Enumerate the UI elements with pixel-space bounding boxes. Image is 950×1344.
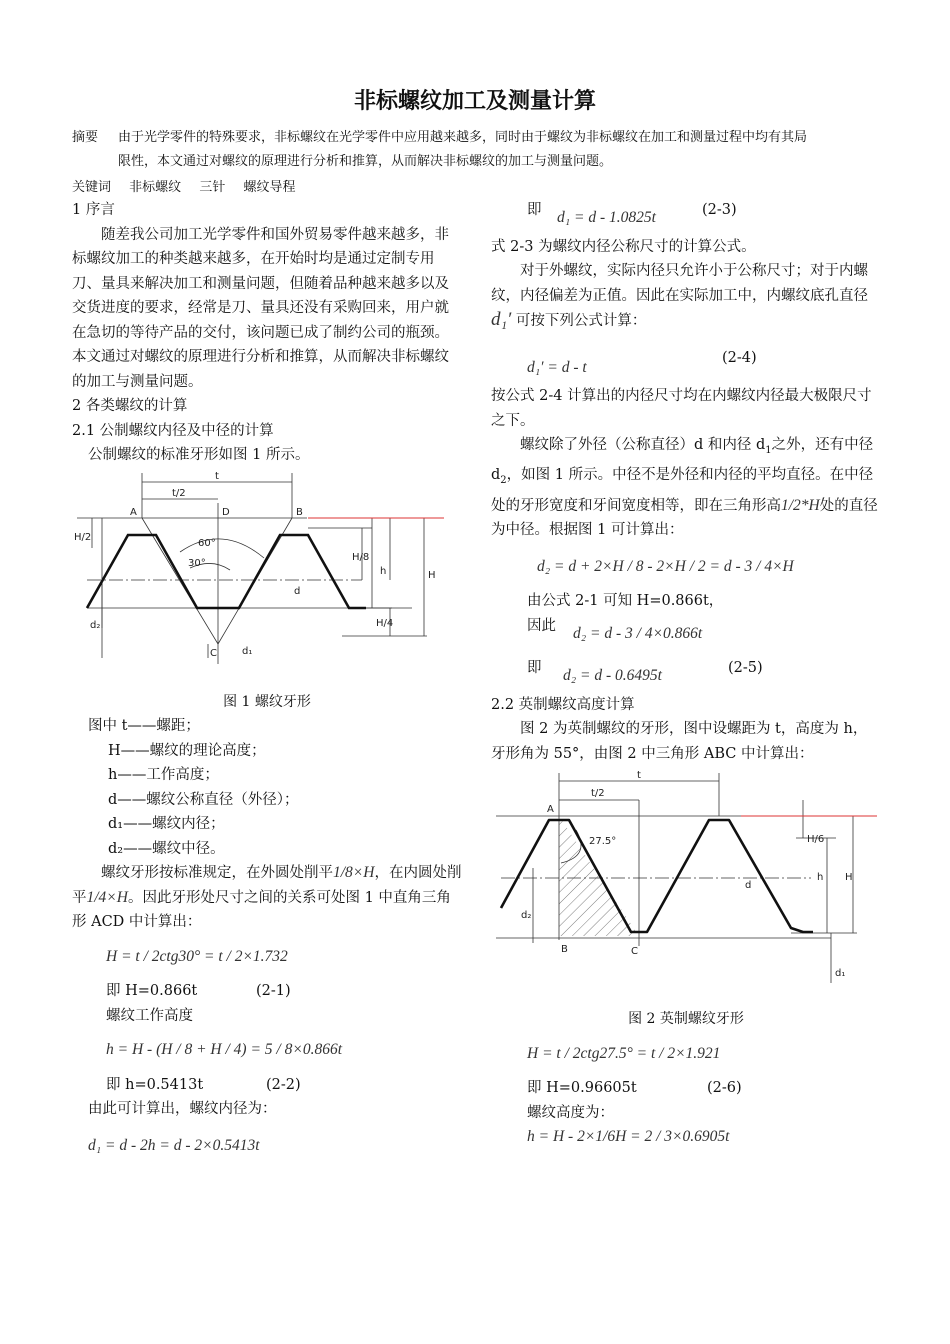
equation-h2: h = H - 2×1/6H = 2 / 3×0.6905t [527, 1128, 730, 1146]
legend-item: d——螺纹公称直径（外径）； [108, 791, 299, 808]
right-column [491, 198, 881, 1150]
fig1-label-D: D [222, 506, 230, 518]
from-equation-2-1: 由公式 2-1 可知 H=0.866t， [527, 593, 724, 610]
legend-item: h——工作高度； [108, 767, 219, 783]
equation-d2b: 因此 d₂ = d - 3 / 4×0.866t [527, 617, 703, 642]
keyword: 螺纹导程 [243, 180, 296, 195]
keywords [72, 176, 309, 195]
fraction-1-2H: 1/2*H [781, 496, 820, 514]
fig1-label-h: h [380, 565, 387, 577]
legend-item: d₂——螺纹中径。 [108, 840, 225, 857]
equation-2-2: 即 h=0.5413t (2-2) [106, 1076, 301, 1093]
equation-H: H = t / 2ctg30° = t / 2×1.732 [106, 947, 288, 965]
figure-1-metric-thread [72, 468, 462, 690]
figure-intro: 公制螺纹的标准牙形如图 1 所示。 [88, 447, 310, 463]
legend-item: d₁——螺纹内径； [108, 816, 225, 832]
paper-title: 非标螺纹加工及测量计算 [353, 89, 596, 114]
abstract [72, 126, 880, 174]
abstract-line1: 由于光学零件的特殊要求，非标螺纹在光学零件中应用越来越多，同时由于螺纹为非标螺纹在加工和测量过程中均有其局 [118, 130, 808, 145]
profile-paragraph: 螺纹牙形按标准规定，在外圆处削平1/8×H，在内圆处削平1/4×H。因此牙形处尺寸之间的关系可处图 1 中直角三角形 ACD 中计算出： [72, 864, 462, 930]
fig2-label-t2: t/2 [591, 788, 605, 800]
work-height-label: 螺纹工作高度 [106, 1007, 193, 1024]
inner-diameter-intro: 由此可计算出，螺纹内径为： [88, 1101, 277, 1117]
fraction-1-8H: 1/8×H [333, 864, 375, 881]
section-heading: 2 各类螺纹的计算 [72, 398, 188, 414]
fig1-label-A: A [130, 506, 137, 518]
fig1-label-H8: H/8 [352, 551, 370, 563]
paragraph: 式 2-3 为螺纹内径公称尺寸的计算公式。 [491, 238, 756, 255]
paragraph: 按公式 2-4 计算出的内径尺寸均在内螺纹内径最大极限尺寸之下。 [491, 388, 872, 429]
fig2-label-A: A [547, 804, 554, 816]
fig1-label-30: 30° [188, 557, 206, 569]
fig2-label-d: d [745, 880, 752, 892]
figure-1-caption: 图 1 螺纹牙形 [223, 693, 311, 710]
height-label: 螺纹高度为： [527, 1104, 614, 1121]
fig2-label-B: B [561, 944, 568, 956]
fig1-label-H4: H/4 [376, 617, 394, 629]
fig1-label-H: H [428, 569, 436, 581]
abstract-label: 摘要 [72, 130, 99, 145]
equation-H2: H = t / 2ctg27.5° = t / 2×1.921 [527, 1044, 721, 1062]
equation-2-3: 即 d₁ = d - 1.0825t (2-3) [527, 202, 737, 226]
keyword: 三针 [199, 180, 226, 195]
fig2-label-angle: 27.5° [589, 836, 617, 848]
keyword: 非标螺纹 [129, 180, 182, 195]
figure-2-imperial-thread [491, 768, 881, 1003]
paragraph: 对于外螺纹，实际内径只允许小于公称尺寸；对于内螺纹，内径偏差为正值。因此在实际加工中，内螺纹底孔直径 d₁′ 可按下列公式计算： [491, 263, 868, 330]
fig1-label-t: t [215, 470, 219, 482]
abstract-line2: 限性，本文通过对螺纹的原理进行分析和推算，从而解决非标螺纹的加工与测量问题。 [118, 154, 613, 169]
section-heading: 1 序言 [72, 202, 115, 218]
figure-2-caption: 图 2 英制螺纹牙形 [628, 1011, 744, 1028]
fig2-label-C: C [631, 946, 638, 958]
fig2-label-H: H [845, 872, 853, 884]
pitch-diameter-paragraph: 螺纹除了外径（公称直径）d 和内径 $d_1$之外，还有中径 $d_2$，如图 1 所示。中径不是外径和内径的平均直径。在中径处的牙形宽度和牙间宽度相等，即在三角形高1/2*H处的直径为中径。根据图 1 可计算出： [491, 437, 878, 539]
fig1-label-C: C [210, 647, 217, 659]
equation-h: h = H - (H / 8 + H / 4) = 5 / 8×0.866t [106, 1041, 343, 1058]
symbol-d1-prime: d₁′ [491, 309, 512, 330]
fig2-label-d2: d₂ [521, 910, 532, 922]
fig1-label-B: B [296, 506, 303, 518]
subsection-heading: 2.2 英制螺纹高度计算 [491, 696, 635, 713]
legend-item: H——螺纹的理论高度； [108, 742, 266, 759]
fig2-label-H6: H/6 [807, 834, 825, 846]
equation-2-4: d₁′ = d - t(2-4) [527, 349, 757, 376]
fig1-label-d1: d₁ [242, 645, 253, 657]
fig1-label-d2: d₂ [90, 619, 101, 631]
legend-item: 图中 t——螺距； [88, 718, 200, 734]
equation-d2: d₂ = d + 2×H / 8 - 2×H / 2 = d - 3 / 4×H [537, 557, 794, 575]
fig1-label-d: d [294, 585, 301, 597]
equation-d1: d₁ = d - 2h = d - 2×0.5413t [88, 1136, 260, 1154]
fig2-label-t: t [637, 770, 641, 782]
fig1-label-60: 60° [198, 537, 216, 549]
subsection-heading: 2.1 公制螺纹内径及中径的计算 [72, 422, 274, 439]
equation-2-1: 即 H=0.866t (2-1) [106, 983, 291, 999]
equation-2-6: 即 H=0.96605t (2-6) [527, 1080, 742, 1097]
paragraph: 图 2 为英制螺纹的牙形，图中设螺距为 t，高度为 h，牙形角为 55°，由图 2 中三角形 ABC 中计算出： [491, 721, 868, 762]
intro-paragraph: 随差我公司加工光学零件和国外贸易零件越来越多，非标螺纹加工的种类越来越多，在开始时均是通过定制专用刀、量具来解决加工和测量问题，但随着品种越来越多以及交货进度的要求，经常是刀、量具还没有采购回来，用户就在急切的等待产品的交付，该问题已成了制约公司的瓶颈。本文通过对螺纹的原理进行分析和推算，从而解决非标螺纹的加工与测量问题。 [72, 226, 449, 390]
fig2-label-d1: d₁ [835, 968, 846, 980]
left-column [72, 198, 462, 1158]
fig1-label-t2: t/2 [172, 487, 186, 499]
fig1-label-H2: H/2 [74, 531, 92, 543]
equation-2-5: 即 d₂ = d - 0.6495t (2-5) [527, 660, 763, 685]
keywords-label: 关键词 [72, 180, 112, 195]
fig2-label-h: h [817, 872, 824, 884]
fraction-1-4H: 1/4×H [86, 888, 128, 906]
